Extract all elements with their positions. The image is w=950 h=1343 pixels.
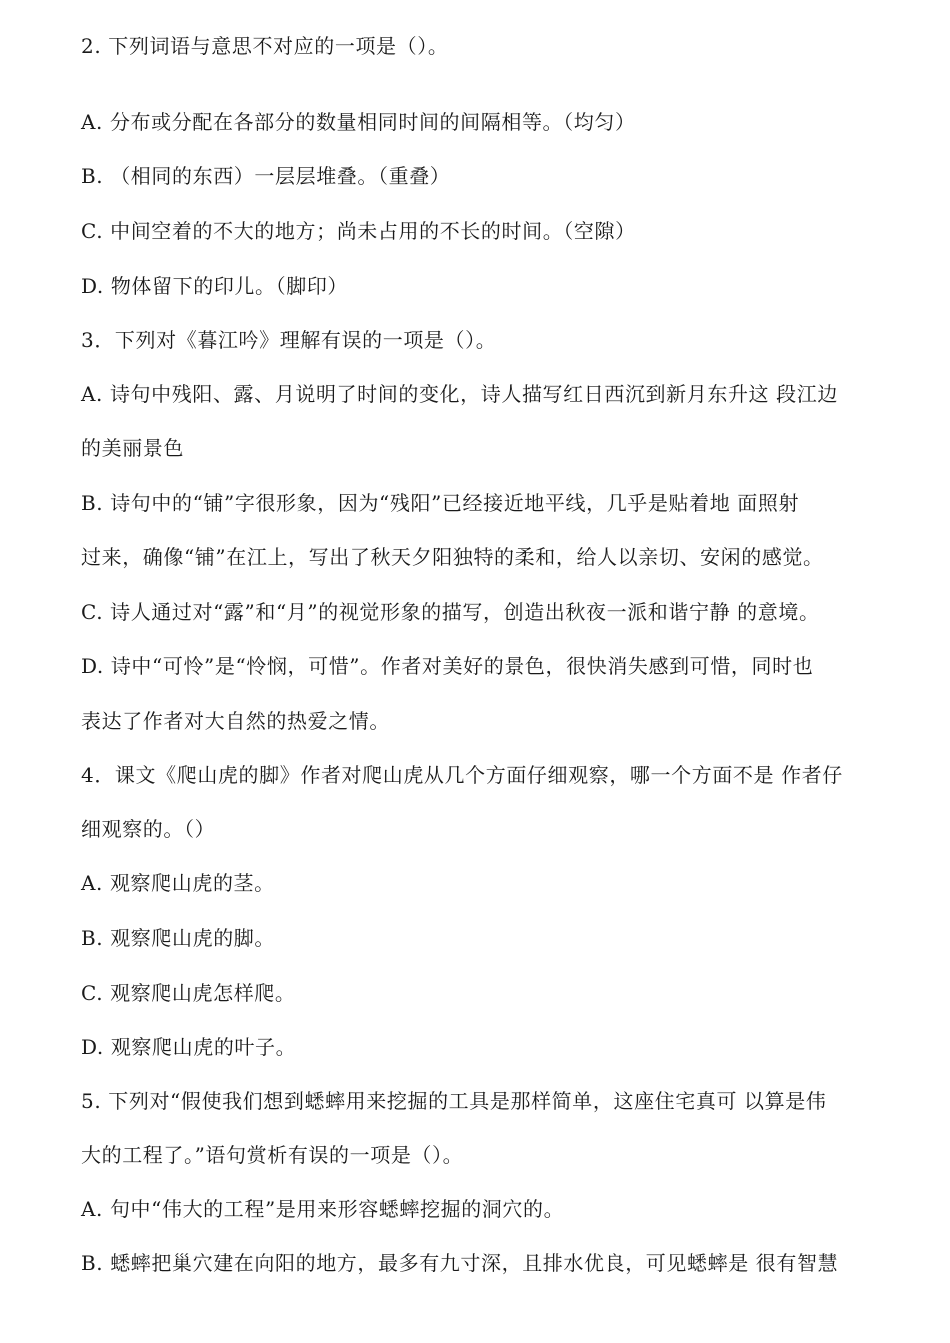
question-3-stem: 3．下列对《暮江吟》理解有误的一项是（）。 [81, 328, 497, 352]
question-5-stem-cont: 大的工程了。”语句赏析有误的一项是（）。 [81, 1143, 464, 1167]
question-5-stem: 5. 下列对“假使我们想到蟋蟀用来挖掘的工具是那样简单，这座住宅真可 以算是伟 [81, 1089, 827, 1113]
question-3-option-c: C. 诗人通过对“露”和“月”的视觉形象的描写，创造出秋夜一派和谐宁静 的意境。 [81, 600, 820, 624]
question-3-option-a-cont: 的美丽景色 [81, 436, 184, 460]
question-4-stem: 4．课文《爬山虎的脚》作者对爬山虎从几个方面仔细观察，哪一个方面不是 作者仔 [81, 763, 843, 787]
question-4-option-b: B. 观察爬山虎的脚。 [81, 926, 276, 950]
question-3-option-d-cont: 表达了作者对大自然的热爱之情。 [81, 709, 390, 733]
question-2-option-d: D. 物体留下的印儿。（脚印） [81, 274, 349, 298]
question-2-stem: 2. 下列词语与意思不对应的一项是（）。 [81, 34, 449, 58]
question-3-option-b-cont: 过来，确像“铺”在江上，写出了秋天夕阳独特的柔和，给人以亲切、安闲的感觉。 [81, 545, 824, 569]
question-3-option-b: B. 诗句中的“铺”字很形象，因为“残阳”已经接近地平线，几乎是贴着地 面照射 [81, 491, 800, 515]
question-2-option-c: C. 中间空着的不大的地方；尚未占用的不长的时间。（空隙） [81, 219, 636, 243]
question-4-option-c: C. 观察爬山虎怎样爬。 [81, 981, 296, 1005]
question-5-option-a: A. 句中“伟大的工程”是用来形容蟋蟀挖掘的洞穴的。 [81, 1197, 565, 1221]
question-2-option-a: A. 分布或分配在各部分的数量相同时间的间隔相等。（均匀） [81, 110, 636, 134]
question-5-option-b: B. 蟋蟀把巢穴建在向阳的地方，最多有九寸深，且排水优良，可见蟋蟀是 很有智慧 [81, 1251, 839, 1275]
question-2-option-b: B. （相同的东西）一层层堆叠。（重叠） [81, 164, 451, 188]
question-4-option-a: A. 观察爬山虎的茎。 [81, 871, 275, 895]
question-4-option-d: D. 观察爬山虎的叶子。 [81, 1035, 297, 1059]
question-3-option-a: A. 诗句中残阳、露、月说明了时间的变化，诗人描写红日西沉到新月东升这 段江边 [81, 382, 838, 406]
question-3-option-d: D. 诗中“可怜”是“怜悯，可惜”。作者对美好的景色，很快消失感到可惜，同时也 [81, 654, 814, 678]
question-4-stem-cont: 细观察的。（） [81, 817, 216, 841]
